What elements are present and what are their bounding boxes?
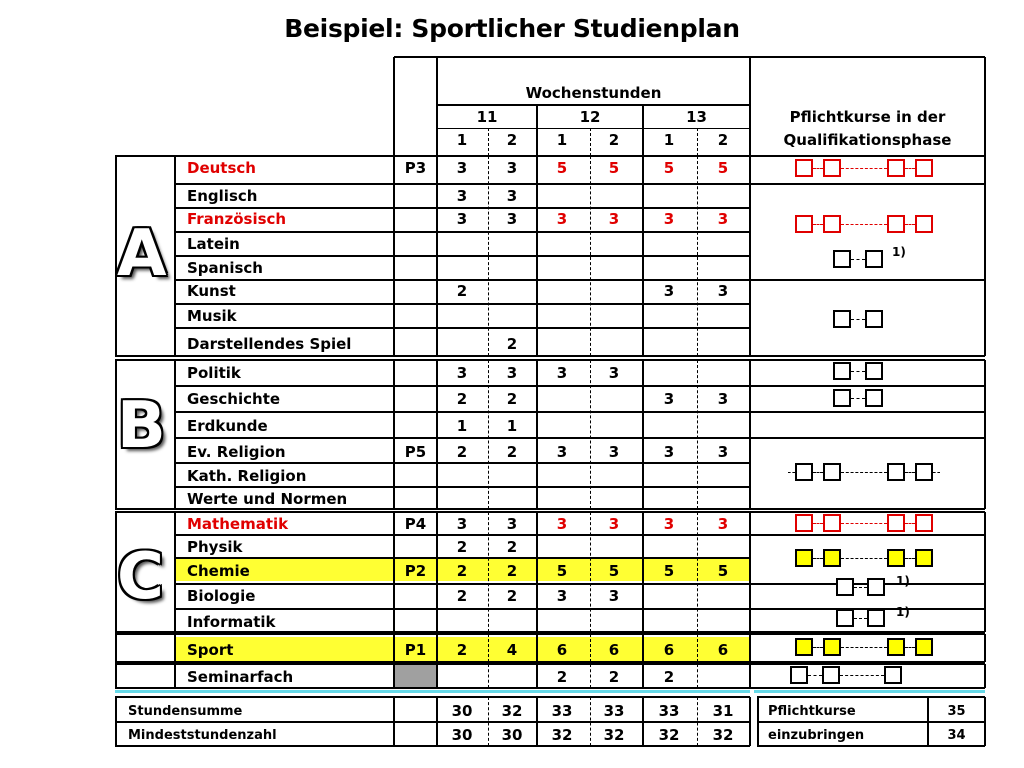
- subject-label: Englisch: [187, 187, 258, 205]
- grid-line: [393, 664, 395, 688]
- mindeststundenzahl-label: Mindeststundenzahl: [128, 728, 277, 743]
- grid-line: [175, 327, 750, 329]
- hours-cell: 1: [456, 417, 468, 435]
- course-box: [865, 250, 883, 268]
- half-year-header: 2: [717, 131, 729, 149]
- course-box: [795, 549, 813, 567]
- dashed-divider: [488, 512, 489, 632]
- subject-label: Biologie: [187, 587, 256, 605]
- hours-cell: 3: [506, 515, 518, 533]
- stundensumme-label: Stundensumme: [128, 704, 243, 719]
- separator-line: [115, 690, 750, 693]
- course-box: [795, 159, 813, 177]
- hours-cell: 3: [506, 364, 518, 382]
- hours-cell: 5: [556, 562, 568, 580]
- subject-label: Werte und Normen: [187, 490, 348, 508]
- dashed-connector: [933, 472, 940, 473]
- hours-cell: 3: [608, 587, 620, 605]
- grid-line: [749, 634, 751, 662]
- dashed-divider: [590, 128, 591, 156]
- course-box: [833, 389, 851, 407]
- course-box: [887, 638, 905, 656]
- pflichtkurse-header: Qualifikationsphase: [783, 131, 952, 149]
- hours-cell: 5: [608, 159, 620, 177]
- course-box: [833, 250, 851, 268]
- grid-line: [984, 512, 986, 632]
- hours-cell: 3: [663, 210, 675, 228]
- grid-line: [750, 437, 985, 439]
- dashed-divider: [697, 634, 698, 662]
- profile-label: P1: [404, 641, 427, 659]
- grid-line: [175, 303, 750, 305]
- stundensumme-value: 33: [658, 702, 680, 720]
- grid-line: [115, 634, 117, 662]
- grid-line: [115, 155, 985, 157]
- hours-cell: 3: [556, 587, 568, 605]
- subject-label: Ev. Religion: [187, 443, 286, 461]
- hours-cell: 2: [506, 390, 518, 408]
- grid-line: [115, 721, 750, 723]
- subject-label: Darstellendes Spiel: [187, 335, 352, 353]
- hours-cell: 5: [663, 562, 675, 580]
- hours-cell: 3: [456, 187, 468, 205]
- grid-line: [757, 745, 985, 747]
- grid-line: [174, 664, 176, 688]
- course-box: [915, 549, 933, 567]
- course-box: [915, 638, 933, 656]
- pflichtkurse-value: 35: [947, 704, 966, 719]
- grid-line: [750, 411, 985, 413]
- subject-label: Latein: [187, 235, 240, 253]
- mindeststundenzahl-value: 32: [603, 726, 625, 744]
- grid-line: [175, 255, 750, 257]
- hours-cell: 4: [506, 641, 518, 659]
- hours-cell: 6: [608, 641, 620, 659]
- profile-label: P4: [404, 515, 427, 533]
- course-box: [823, 638, 841, 656]
- course-box: [823, 215, 841, 233]
- hours-cell: 6: [663, 641, 675, 659]
- grid-line: [536, 697, 538, 746]
- dashed-divider: [697, 664, 698, 688]
- dashed-divider: [488, 128, 489, 156]
- stundensumme-value: 33: [551, 702, 573, 720]
- hours-cell: 3: [608, 443, 620, 461]
- dashed-divider: [590, 664, 591, 688]
- profile-label: P5: [404, 443, 427, 461]
- dashed-connector: [905, 168, 915, 169]
- grid-line: [536, 664, 538, 688]
- course-box: [823, 514, 841, 532]
- subject-label: Musik: [187, 307, 237, 325]
- hours-cell: 2: [456, 538, 468, 556]
- hours-cell: 3: [556, 210, 568, 228]
- subject-label: Sport: [187, 641, 234, 659]
- grid-line: [115, 359, 985, 361]
- course-box: [795, 638, 813, 656]
- course-box: [887, 514, 905, 532]
- hours-cell: 2: [506, 538, 518, 556]
- dashed-divider: [697, 697, 698, 746]
- course-box: [887, 215, 905, 233]
- subject-label: Spanisch: [187, 259, 263, 277]
- subject-label: Mathematik: [187, 515, 289, 533]
- grid-line: [757, 696, 985, 698]
- hours-cell: 6: [717, 641, 729, 659]
- footnote-marker: 1): [896, 574, 910, 588]
- profile-label: P2: [404, 562, 427, 580]
- grid-line: [642, 512, 644, 632]
- hours-cell: 2: [456, 641, 468, 659]
- hours-cell: 3: [717, 282, 729, 300]
- hours-cell: 2: [556, 668, 568, 686]
- grid-line: [115, 663, 985, 665]
- hours-cell: 3: [456, 364, 468, 382]
- hours-cell: 2: [506, 562, 518, 580]
- subject-label: Chemie: [187, 562, 250, 580]
- grid-line: [749, 664, 751, 688]
- hours-cell: 5: [663, 159, 675, 177]
- grid-line: [393, 697, 395, 746]
- grid-line: [175, 462, 750, 464]
- grid-line: [393, 57, 395, 156]
- year-header: 13: [686, 108, 707, 126]
- pflichtkurse-label: Pflichtkurse: [768, 704, 856, 719]
- grid-line: [115, 697, 117, 746]
- hours-cell: 3: [506, 210, 518, 228]
- einzubringen-value: 34: [947, 728, 966, 743]
- grid-line: [175, 411, 750, 413]
- subject-label: Seminarfach: [187, 668, 294, 686]
- course-box: [887, 159, 905, 177]
- grid-line: [437, 104, 750, 106]
- grid-line: [757, 721, 985, 723]
- half-year-header: 1: [456, 131, 468, 149]
- grid-line: [115, 355, 985, 357]
- course-box: [795, 514, 813, 532]
- grid-line: [984, 156, 986, 356]
- hours-cell: 3: [717, 515, 729, 533]
- grid-line: [175, 207, 750, 209]
- grid-line: [750, 385, 985, 387]
- course-box: [915, 159, 933, 177]
- half-year-header: 2: [608, 131, 620, 149]
- hours-cell: 3: [608, 515, 620, 533]
- hours-cell: 2: [608, 668, 620, 686]
- grid-line: [642, 634, 644, 662]
- grid-line: [115, 508, 985, 510]
- year-header: 12: [579, 108, 601, 126]
- dashed-divider: [590, 634, 591, 662]
- course-box: [795, 215, 813, 233]
- hours-cell: 2: [456, 562, 468, 580]
- course-box: [915, 514, 933, 532]
- dashed-connector: [905, 558, 915, 559]
- hours-cell: 2: [506, 587, 518, 605]
- course-box: [915, 215, 933, 233]
- dashed-connector: [851, 319, 865, 320]
- hours-cell: 3: [717, 390, 729, 408]
- subject-label: Geschichte: [187, 390, 281, 408]
- dashed-connector: [813, 647, 823, 648]
- grid-line: [394, 56, 985, 58]
- footnote-marker: 1): [892, 245, 906, 259]
- grid-line: [642, 664, 644, 688]
- dashed-divider: [590, 697, 591, 746]
- hours-cell: 3: [663, 443, 675, 461]
- wochenstunden-label: Wochenstunden: [525, 84, 662, 102]
- grid-line: [757, 697, 759, 746]
- course-box: [865, 389, 883, 407]
- course-box: [795, 463, 813, 481]
- dashed-connector: [851, 259, 865, 260]
- subject-label: Informatik: [187, 613, 276, 631]
- hours-cell: 3: [456, 159, 468, 177]
- dashed-connector: [841, 647, 887, 648]
- grid-line: [750, 183, 985, 185]
- hours-cell: 2: [506, 443, 518, 461]
- grid-line: [175, 534, 750, 536]
- dashed-divider: [488, 664, 489, 688]
- subject-label: Politik: [187, 364, 241, 382]
- grid-line: [175, 486, 750, 488]
- grid-line: [115, 511, 985, 513]
- dashed-connector: [788, 472, 795, 473]
- dashed-connector: [813, 523, 823, 524]
- dashed-connector: [841, 472, 887, 473]
- grid-line: [115, 664, 117, 688]
- half-year-header: 2: [506, 131, 518, 149]
- stundensumme-value: 30: [451, 702, 473, 720]
- dashed-connector: [841, 168, 887, 169]
- profile-label: P3: [404, 159, 427, 177]
- subject-label: Kunst: [187, 282, 236, 300]
- grid-line: [115, 745, 750, 747]
- dashed-divider: [488, 634, 489, 662]
- dashed-connector: [813, 224, 823, 225]
- grid-line: [642, 697, 644, 746]
- hours-cell: 6: [556, 641, 568, 659]
- grid-line: [536, 634, 538, 662]
- subject-label: Physik: [187, 538, 243, 556]
- course-box: [867, 578, 885, 596]
- grid-line: [175, 231, 750, 233]
- separator-line: [754, 690, 985, 693]
- grid-line: [115, 696, 750, 698]
- hours-cell: 2: [506, 335, 518, 353]
- grid-line: [750, 279, 985, 281]
- dashed-connector: [841, 523, 887, 524]
- course-box: [822, 666, 840, 684]
- dashed-connector: [854, 587, 867, 588]
- pflichtkurse-header: Pflichtkurse in der: [789, 108, 946, 126]
- hours-cell: 3: [456, 515, 468, 533]
- hours-cell: 3: [717, 443, 729, 461]
- dashed-divider: [697, 512, 698, 632]
- hours-cell: 2: [456, 282, 468, 300]
- stundensumme-value: 33: [603, 702, 625, 720]
- course-box: [833, 362, 851, 380]
- mindeststundenzahl-value: 32: [712, 726, 734, 744]
- mindeststundenzahl-value: 32: [658, 726, 680, 744]
- group-letter-a: A: [117, 217, 167, 291]
- group-letter-b: B: [117, 389, 166, 463]
- dashed-connector: [813, 472, 823, 473]
- course-box: [884, 666, 902, 684]
- grid-line: [750, 534, 985, 536]
- hours-cell: 5: [608, 562, 620, 580]
- footnote-marker: 1): [896, 605, 910, 619]
- grid-line: [175, 437, 750, 439]
- hours-cell: 3: [717, 210, 729, 228]
- dashed-connector: [840, 675, 884, 676]
- hours-cell: 5: [717, 562, 729, 580]
- stundensumme-value: 31: [712, 702, 734, 720]
- mindeststundenzahl-value: 30: [501, 726, 523, 744]
- hours-cell: 3: [608, 210, 620, 228]
- grid-line: [175, 583, 750, 585]
- grid-line: [749, 512, 751, 632]
- seminarfach-profile-cell: [394, 664, 436, 688]
- hours-cell: 2: [456, 390, 468, 408]
- hours-cell: 3: [663, 390, 675, 408]
- grid-line: [749, 697, 751, 746]
- grid-line: [175, 557, 750, 559]
- course-box: [865, 362, 883, 380]
- course-box: [915, 463, 933, 481]
- course-box: [823, 159, 841, 177]
- grid-line: [984, 634, 986, 662]
- course-box: [823, 549, 841, 567]
- hours-cell: 2: [456, 587, 468, 605]
- course-box: [790, 666, 808, 684]
- grid-line: [175, 608, 750, 610]
- dashed-connector: [851, 398, 865, 399]
- half-year-header: 1: [663, 131, 675, 149]
- grid-line: [436, 57, 438, 156]
- hours-cell: 3: [663, 282, 675, 300]
- hours-cell: 2: [456, 443, 468, 461]
- grid-line: [436, 664, 438, 688]
- dashed-connector: [808, 675, 822, 676]
- stundensumme-value: 32: [501, 702, 523, 720]
- group-letter-c: C: [117, 540, 164, 614]
- subject-label: Deutsch: [187, 159, 256, 177]
- course-box: [865, 310, 883, 328]
- course-box: [836, 609, 854, 627]
- grid-line: [437, 128, 750, 129]
- dashed-connector: [813, 168, 823, 169]
- half-year-header: 1: [556, 131, 568, 149]
- hours-cell: 1: [506, 417, 518, 435]
- grid-line: [115, 687, 985, 689]
- hours-cell: 2: [663, 668, 675, 686]
- grid-line: [436, 697, 438, 746]
- grid-line: [984, 360, 986, 509]
- dashed-connector: [851, 371, 865, 372]
- hours-cell: 3: [663, 515, 675, 533]
- dashed-connector: [905, 647, 915, 648]
- grid-line: [984, 664, 986, 688]
- grid-line: [175, 183, 750, 185]
- page-title: Beispiel: Sportlicher Studienplan: [284, 14, 740, 43]
- course-box: [823, 463, 841, 481]
- subject-label: Erdkunde: [187, 417, 268, 435]
- hours-cell: 5: [556, 159, 568, 177]
- course-box: [836, 578, 854, 596]
- hours-cell: 5: [717, 159, 729, 177]
- dashed-connector: [905, 523, 915, 524]
- hours-cell: 3: [556, 443, 568, 461]
- hours-cell: 3: [456, 210, 468, 228]
- dashed-connector: [905, 224, 915, 225]
- course-box: [887, 463, 905, 481]
- dashed-connector: [854, 618, 867, 619]
- subject-label: Kath. Religion: [187, 467, 307, 485]
- dashed-connector: [905, 472, 915, 473]
- subject-label: Französisch: [187, 210, 287, 228]
- mindeststundenzahl-value: 32: [551, 726, 573, 744]
- hours-cell: 3: [556, 515, 568, 533]
- course-box: [867, 609, 885, 627]
- dashed-connector: [813, 558, 823, 559]
- hours-cell: 3: [556, 364, 568, 382]
- dashed-divider: [697, 128, 698, 156]
- grid-line: [175, 279, 750, 281]
- grid-line: [174, 512, 176, 632]
- course-box: [833, 310, 851, 328]
- year-header: 11: [476, 108, 498, 126]
- dashed-divider: [488, 697, 489, 746]
- grid-line: [115, 633, 985, 635]
- grid-line: [536, 512, 538, 632]
- grid-line: [175, 385, 750, 387]
- mindeststundenzahl-value: 30: [451, 726, 473, 744]
- grid-line: [174, 634, 176, 662]
- hours-cell: 3: [506, 159, 518, 177]
- dashed-connector: [841, 558, 887, 559]
- hours-cell: 3: [506, 187, 518, 205]
- dashed-divider: [590, 512, 591, 632]
- einzubringen-label: einzubringen: [768, 728, 865, 743]
- course-box: [887, 549, 905, 567]
- dashed-connector: [841, 224, 887, 225]
- hours-cell: 3: [608, 364, 620, 382]
